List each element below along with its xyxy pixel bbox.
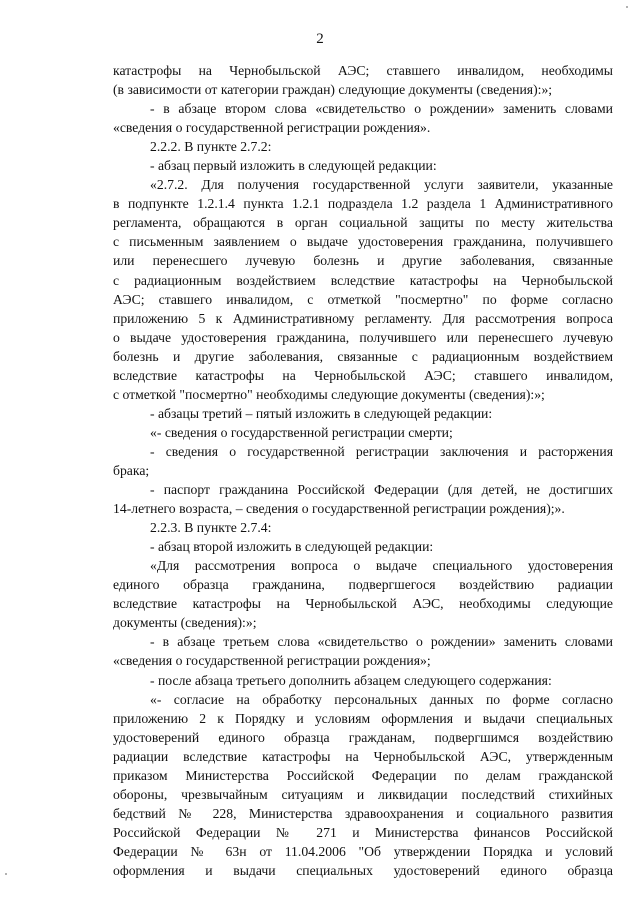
text-line: о выдаче удостоверения гражданина, получившего или перенесшего лучевую	[113, 329, 613, 345]
text-line: 2.2.2. В пункте 2.7.2:	[150, 139, 272, 155]
text-line: «Для рассмотрения вопроса о выдаче специального удостоверения	[150, 558, 613, 574]
text-line: в подпункте 1.2.1.4 пункта 1.2.1 подраздела 1.2 раздела 1 Административного	[113, 196, 613, 212]
text-line: с письменным заявлением о выдаче удостоверения гражданина, получившего	[113, 234, 613, 250]
text-line: - абзац первый изложить в следующей редакции:	[150, 158, 437, 174]
text-line: единого образца гражданина, подвергшегося воздействию радиации	[113, 577, 613, 593]
text-line: брака;	[113, 462, 150, 478]
text-line: вследствие катастрофы на Чернобыльской АЭС, необходимы следующие	[113, 596, 613, 612]
text-line: с радиационным воздействием вследствие катастрофы на Чернобыльской	[113, 272, 613, 288]
text-line: - в абзаце втором слова «свидетельство о рождении» заменить словами	[150, 101, 613, 117]
text-line: «- сведения о государственной регистрации смерти;	[150, 424, 453, 440]
text-line: 14-летнего возраста, – сведения о государственной регистрации рождения);».	[113, 501, 565, 517]
text-line: «сведения о государственной регистрации рождения».	[113, 120, 431, 136]
text-line: Федерации № 63н от 11.04.2006 "Об утверждении Порядка и условий	[113, 843, 613, 859]
scan-speck	[626, 6, 628, 8]
text-line: катастрофы на Чернобыльской АЭС; ставшего инвалидом, необходимы	[113, 63, 613, 78]
text-line: «сведения о государственной регистрации рождения»;	[113, 653, 431, 669]
scan-speck	[5, 873, 7, 875]
page-number: 2	[316, 31, 324, 47]
text-line: с отметкой "посмертно" необходимы следующие документы (сведения):»;	[113, 386, 545, 402]
text-line: радиации вследствие катастрофы на Чернобыльской АЭС, утвержденным	[113, 748, 613, 764]
text-line: - абзацы третий – пятый изложить в следующей редакции:	[150, 405, 493, 421]
text-line: - абзац второй изложить в следующей редакции:	[150, 539, 434, 555]
text-line: Российской Федерации № 271 и Министерства финансов Российской	[113, 824, 613, 840]
text-line: или перенесшего лучевую болезнь и другие заболевания, связанные	[113, 253, 613, 269]
text-line: «- согласие на обработку персональных данных по форме согласно	[150, 691, 613, 707]
text-line: вследствие катастрофы на Чернобыльской АЭС; ставшего инвалидом,	[113, 367, 613, 383]
text-line: регламента, обращаются в орган социальной защиты по месту жительства	[113, 215, 613, 231]
text-line: - сведения о государственной регистрации заключения и расторжения	[150, 443, 613, 459]
text-line: приказом Министерства Российской Федерации по делам гражданской	[113, 767, 613, 783]
text-line: - после абзаца третьего дополнить абзацем следующего содержания:	[150, 672, 552, 688]
text-line: - в абзаце третьем слова «свидетельство о рождении» заменить словами	[150, 634, 613, 650]
text-line: приложению 5 к Административному регламенту. Для рассмотрения вопроса	[113, 310, 613, 326]
text-line: «2.7.2. Для получения государственной услуги заявители, указанные	[150, 177, 613, 193]
text-line: (в зависимости от категории граждан) следующие документы (сведения):»;	[113, 82, 553, 98]
text-line: - паспорт гражданина Российской Федерации (для детей, не достигших	[150, 482, 613, 498]
text-line: болезнь и другие заболевания, связанные с радиационным воздействием	[113, 348, 613, 364]
text-line: бедствий № 228, Министерства здравоохранения и социального развития	[113, 805, 613, 821]
text-line: удостоверений единого образца гражданам, подвергшимся воздействию	[113, 729, 613, 745]
text-line: АЭС; ставшего инвалидом, с отметкой "посмертно" по форме согласно	[113, 291, 613, 307]
text-line: 2.2.3. В пункте 2.7.4:	[150, 520, 272, 536]
text-line: обороны, чрезвычайным ситуациям и ликвидации последствий стихийных	[113, 786, 613, 802]
text-line: оформления и выдачи специальных удостоверений единого образца	[113, 862, 613, 878]
document-body	[113, 61, 613, 880]
text-line: приложению 2 к Порядку и условиям оформления и выдачи специальных	[113, 710, 613, 726]
text-line: документы (сведения):»;	[113, 615, 257, 631]
